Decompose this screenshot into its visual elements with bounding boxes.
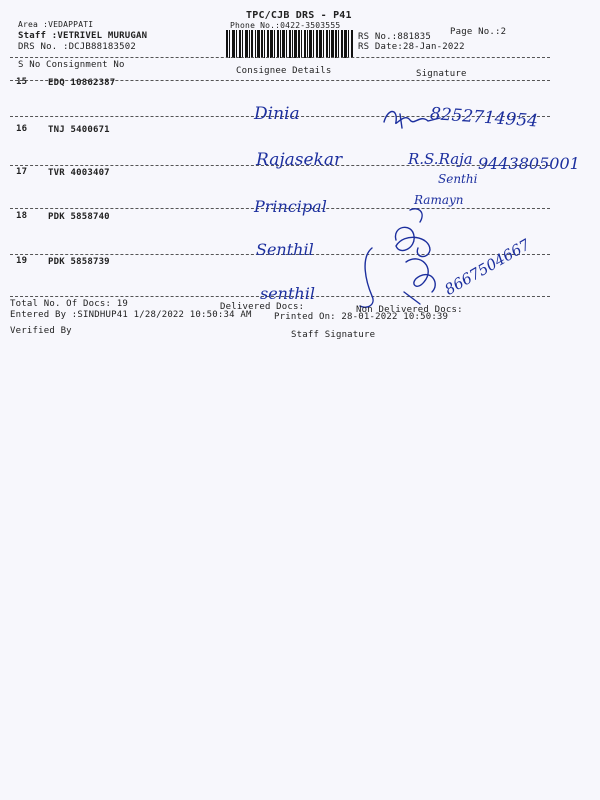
page-number: Page No.:2 [450,27,507,37]
printed-on: Printed On: 28-01-2022 10:50:39 [274,312,449,322]
row-15-sno: 15 [16,77,28,87]
handwritten-signature: Ramayn [414,193,464,207]
verified-by: Verified By [10,326,72,336]
handwritten-name: Senthil [256,240,314,259]
handwritten-note: Senthi [438,172,478,186]
row-17-consignment: TVR 4003407 [48,168,110,178]
non-delivered-docs: Non Delivered Docs: [356,305,463,315]
drs-number: DRS No. :DCJB88183502 [18,42,136,52]
delivered-docs: Delivered Docs: [220,302,305,312]
total-docs: Total No. Of Docs: 19 [10,299,128,309]
row-19-consignment: PDK 5858739 [48,257,110,267]
handwritten-phone: 8667504667 [441,235,534,299]
handwritten-name: Principal [254,197,327,216]
staff-signature-label: Staff Signature [291,330,376,340]
staff-name: Staff :VETRIVEL MURUGAN [18,31,148,41]
signature-scribble-image [0,0,600,340]
handwritten-phone: 9443805001 [478,154,580,173]
column-consignee: Consignee Details [236,66,332,76]
handwritten-name: senthil [260,284,315,303]
row-18-sno: 18 [16,211,28,221]
row-17-sno: 17 [16,167,28,177]
row-15-consignment: EDQ 10862387 [48,78,116,88]
area-label: Area :VEDAPPATI [18,20,94,29]
handwritten-name: Dinia [254,104,300,124]
row-16-sno: 16 [16,124,28,134]
handwritten-phone: 8252714954 [429,104,539,132]
handwritten-signature: R.S.Raja [408,150,473,168]
document-title: TPC/CJB DRS - P41 [246,10,352,21]
column-signature: Signature [416,69,467,79]
phone-number: Phone No.:0422-3503555 [230,21,341,30]
entered-by: Entered By :SINDHUP41 1/28/2022 10:50:34 AM [10,310,252,320]
row-19-sno: 19 [16,256,28,266]
row-18-consignment: PDK 5858740 [48,212,110,222]
row-16-consignment: TNJ 5400671 [48,125,110,135]
rs-date: RS Date:28-Jan-2022 [358,42,465,52]
column-consignment: Consignment No [46,60,125,70]
column-sno: S No [18,60,41,70]
rs-number: RS No.:881835 [358,32,432,42]
handwritten-name: Rajasekar [256,150,343,170]
